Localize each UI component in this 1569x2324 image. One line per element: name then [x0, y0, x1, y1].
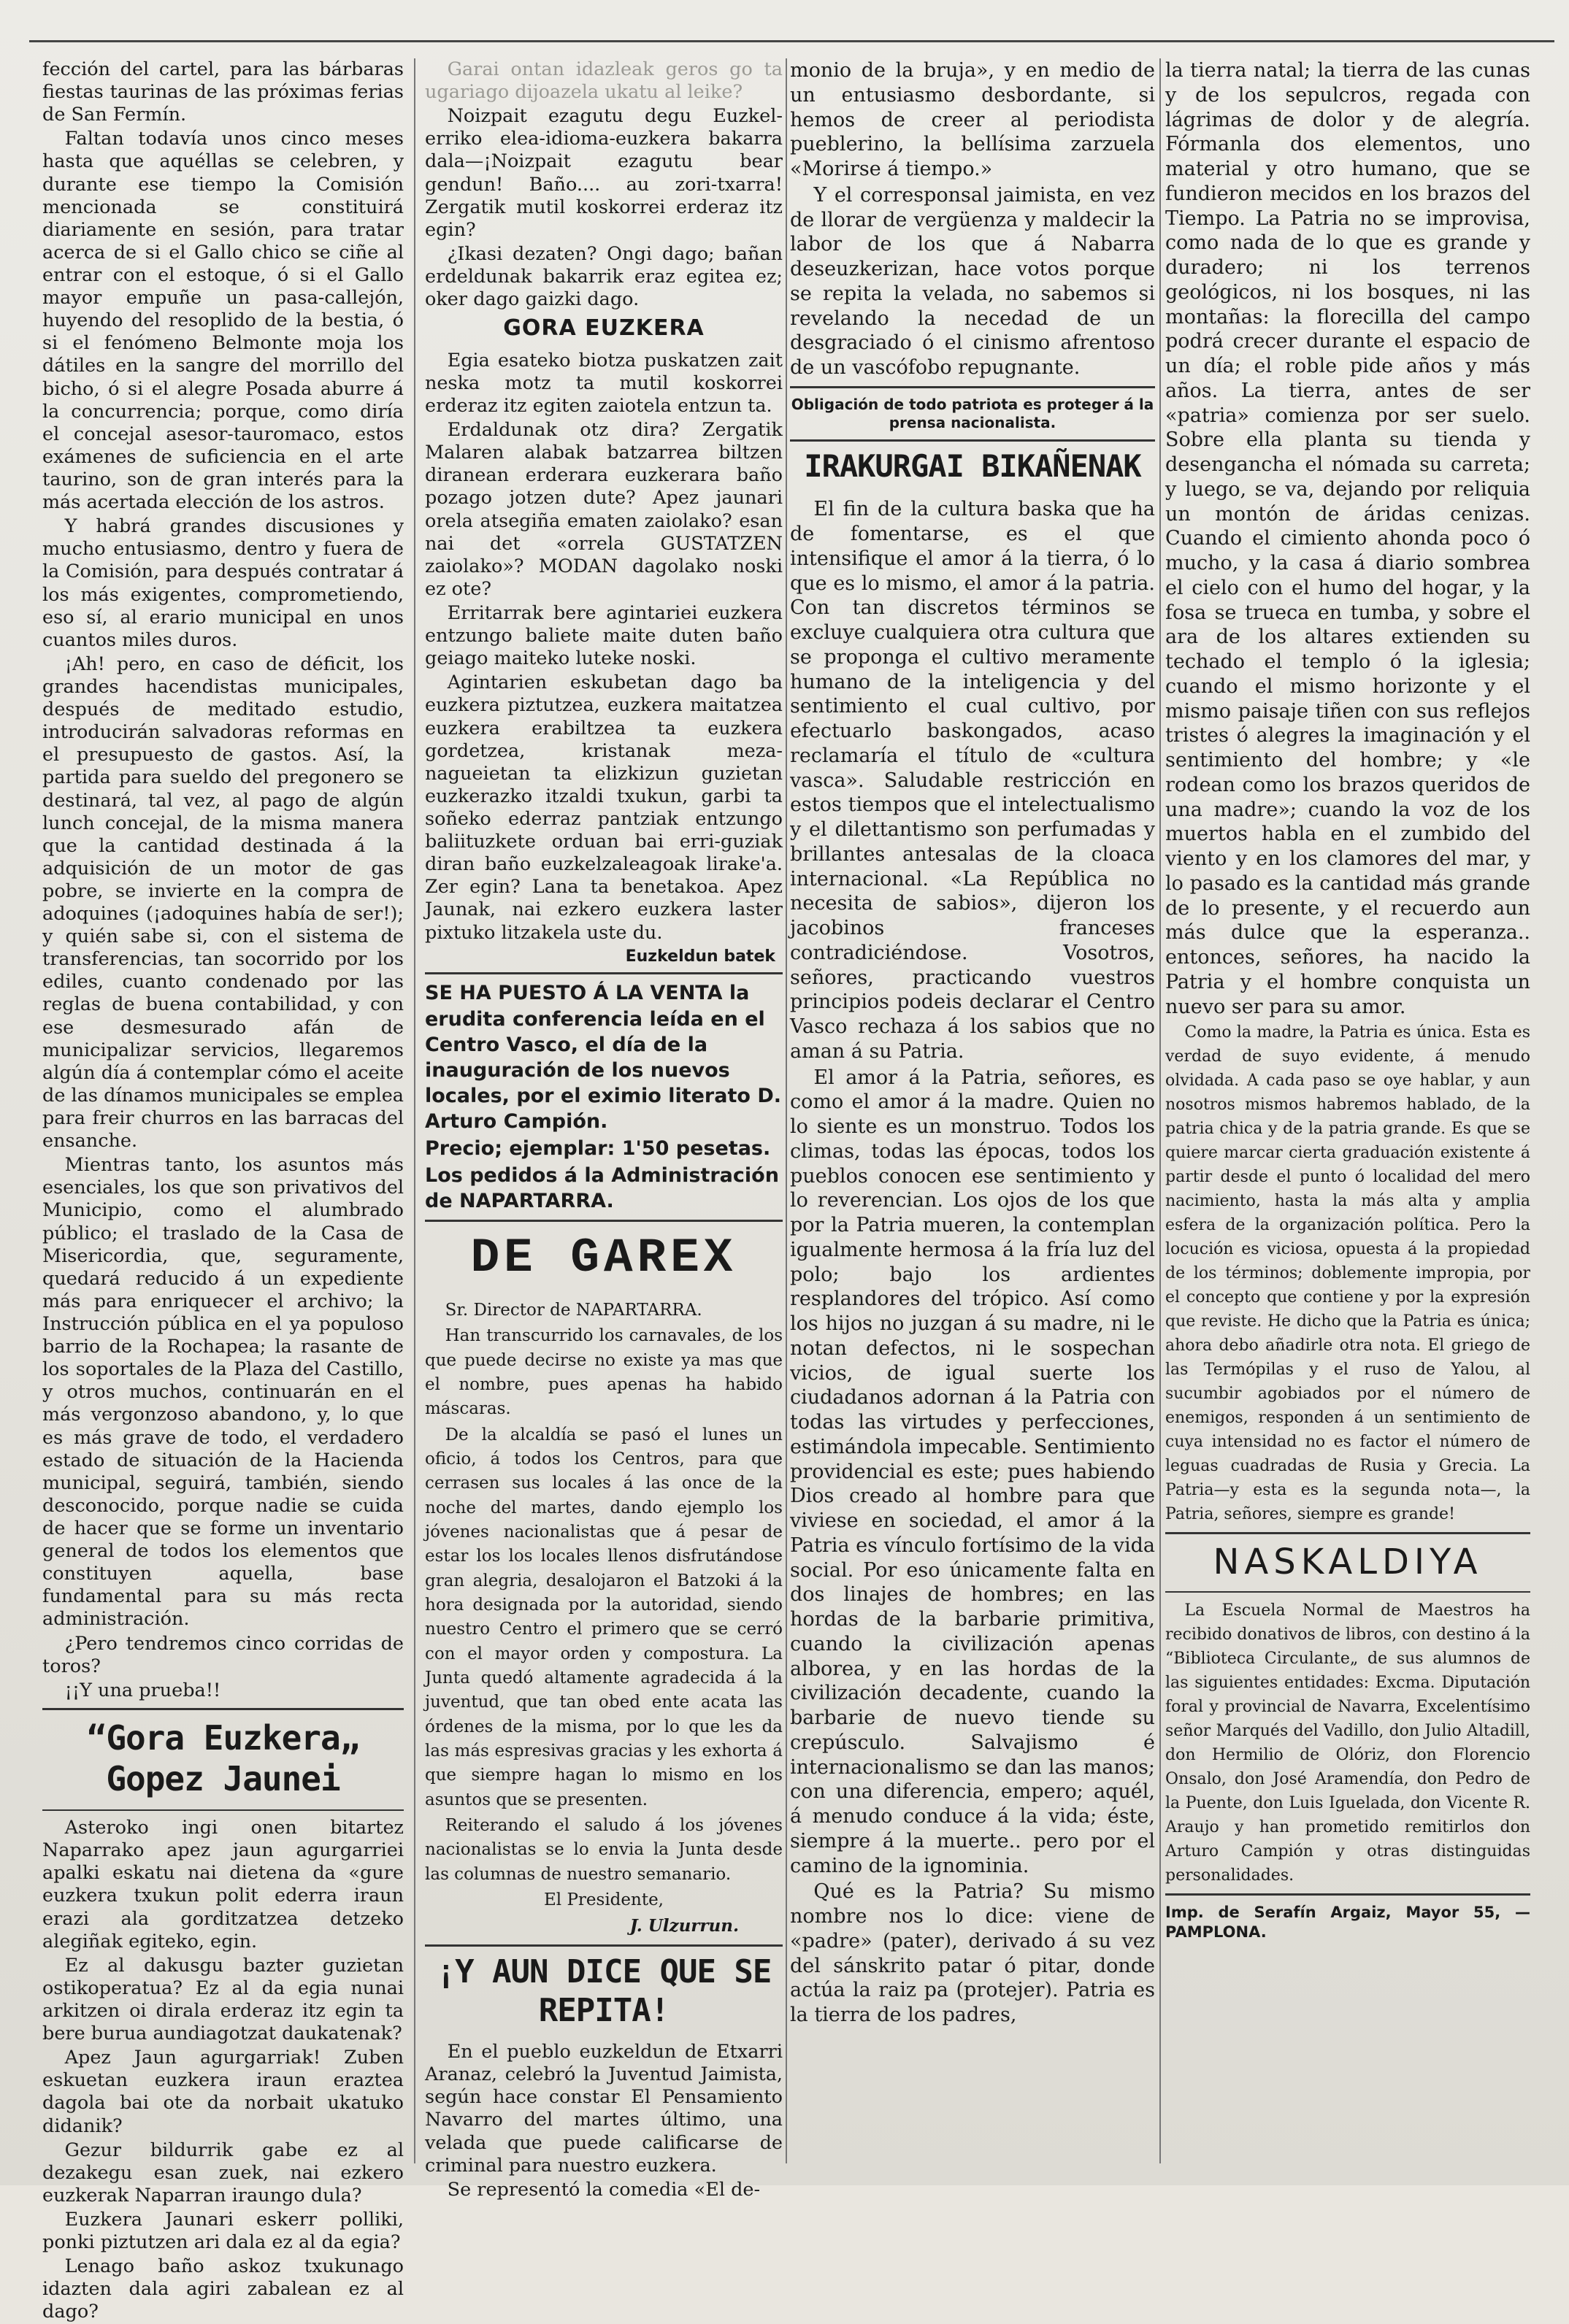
section-divider — [1165, 1591, 1530, 1593]
column-1 — [42, 58, 404, 2323]
column-rule — [786, 58, 787, 2163]
article-text: Erdaldunak otz dira? Zergatik Malaren alabak batzarrea biltzen diranean erderara euzkerara baño pozago jotzen dute? Apez jaunari orela atsegiña ematen zaiolako? esan nai det «orrela GUSTATZEN zaiolako»? MODAN dagolako noski ez ote? — [425, 419, 783, 600]
article-text: ¡¡Y una prueba!! — [64, 1679, 221, 1701]
article-text: ¿Ikasi dezaten? Ongi dago; bañan erdeldunak bakarrik eraz egitea ez; oker dago gaizki dago. — [425, 242, 783, 311]
letter-salutation: Sr. Director de NAPARTARRA. — [445, 1300, 702, 1320]
article-continuation — [1165, 1020, 1530, 1526]
column-4 — [1165, 58, 1530, 2163]
column-3 — [790, 58, 1155, 2163]
article-text: la tierra natal; la tierra de las cunas y de los sepulcros, regada con lágrimas de dolor y de alegría. Fórmanla dos elementos, uno material y otro humano, que se fundieron mecidos en los brazos del Tiempo. La Patria no se improvisa, como nada de lo que es grande y duradero; ni los terrenos geológicos, ni los bosques, ni las montañas: la florecilla del campo podrá crecer durante el espacio de un día; el roble pide años y más años. La tierra, antes de ser «patria» comienza por ser suelo. Sobre ella planta su tienda y desengancha el nómada su carreta; y luego, se va, dejando por reliquia un montón de áridas cenizas. Cuando el cimiento ahonda poco ó mucho, y la casa á diario sombrea el cielo con el humo del hogar, y la fosa se trueca en tumba, y sobre el ara de los altares extienden su techado el templo ó la iglesia; cuando el mismo horizonte y el mismo paisaje tiñen con sus reflejos tristes ó alegres la imaginación y el sentimiento del hombre; y «le rodean como los brazos queridos de una madre»; cuando la voz de los muertos habla en el zumbido del viento y en los clamores del mar, y lo pasado es la cantidad más grande de lo presente, y el recuerdo aun más dulce que la esperanza.. entonces, señores, ha nacido la Patria y el hombre conquista un nuevo ser para su amor. — [1165, 59, 1530, 1018]
notice-text: SE HA PUESTO Á LA VENTA la erudita conferencia leída en el Centro Vasco, el día de la inauguración de los nuevos locales, por el eximio literato D. Arturo Campión. — [425, 982, 781, 1133]
article-text: Como la madre, la Patria es única. Esta es verdad de suyo evidente, á menudo olvidada. A cada paso se oye hablar, y aun nosotros mismos habremos hablado, de la patria chica y de la patria grande. Es que se quiere marcar cierta graduación existente á partir desde el punto ó localidad del mero nacimiento, hasta la más alta y amplia esfera de la organización política. Pero la locución es viciosa, opuesta á la propiedad de los términos; doblemente impropia, por el concepto que contiene y por la expresión que reviste. He dicho que la Patria es única; ahora debo añadirle otra nota. El griego de las Termópilas y el ruso de Yalou, al sucumbir agobiados por el número de enemigos, responden á un sentimiento de cuya intensidad no es factor el número de leguas cuadradas de Rusia y Grecia. La Patria—y esta es la segunda nota—, la Patria, señores, siempre es grande! — [1165, 1023, 1530, 1524]
article-text: Gezur bildurrik gabe ez al dezakegu esan zuek, nai ezkero euzkerak Naparran iraungo dula? — [42, 2139, 404, 2206]
section-divider — [1165, 1532, 1530, 1534]
section-divider — [42, 1708, 404, 1710]
letter-text: Reiterando el saludo á los jóvenes nacionalistas se lo envia la Junta desde las columnas de nuestro semanario. — [425, 1816, 783, 1884]
column-2 — [425, 58, 783, 2201]
article-text: El fin de la cultura baska que ha de fomentarse, es el que intensifique el amor á la tierra, ó lo que es lo mismo, el amor á la patria. Con tan discretos términos se excluye cualquiera otra cultura que se proponga el cultivo meramente humano de la inteligencia y del sentimiento el cual cultivo, por efectuarlo baskongados, acaso reclamaría el título de «cultura vasca». Saludable restricción en estos tiempos que el intelectualismo y el dilettantismo son perfumadas y brillantes antesalas de la cloaca internacional. «La República no necesita de sabios», dijeron los jacobinos franceses contradiciéndose. Vosotros, señores, practicando vuestros principios podeis declarar el Centro Vasco rechaza á los sabios que no aman á su Patria. — [790, 498, 1155, 1063]
section-divider — [1165, 1893, 1530, 1896]
printer-imprint: Imp. de Serafín Argaiz, Mayor 55, —PAMPLONA. — [1165, 1904, 1530, 1941]
article-text: Garai ontan idazleak geros go ta ugariago dijoazela ukatu al leike? — [425, 58, 783, 104]
article-text: Agintarien eskubetan dago ba euzkera piztutzea, euzkera maitatzea euzkera erabiltzea ta euzkera gordetzea, kristanak meza-nagueietan ta elizkizun guzietan euzkerazko itzaldi txukun, garbi ta soñeko ederraz pantziak entzungo baliituzkete orduan bai erri-guziak diran baño euzkelzaleagoak lirake'a. Zer egin? Lana ta benetakoa. Apez Jaunak, nai ezkero euzkera laster pixtuko litzakela uste du. — [425, 672, 783, 944]
letter-closing: El Presidente, — [543, 1890, 664, 1910]
headline-gora-euzkera: GORA EUZKERA — [503, 315, 705, 342]
article-text: Egia esateko biotza puskatzen zait neska motz ta mutil koskorrei erderaz itz egiten zaiotela entzun ta. — [425, 349, 783, 418]
section-divider — [425, 1944, 783, 1947]
signature: Euzkeldun batek — [625, 947, 775, 966]
column-rule — [1159, 58, 1161, 2163]
article-text: La Escuela Normal de Maestros ha recibido donativos de libros, con destino á la “Biblioteca Circulante„ de sus alumnos de las siguientes entidades: Excma. Diputación foral y provincial de Navarra, Excelentísimo señor Marqués del Vadillo, don Julio Altadill, don Hermilio de Olóriz, don Florencio Onsalo, don José Aramendía, don Pedro de la Puente, don Luis Iguelada, don Vicente R. Araujo y han prometido remitirlos don Arturo Campión y otras distinguidas personalidades. — [1165, 1601, 1530, 1885]
article-text: Faltan todavía unos cinco meses hasta que aquéllas se celebren, y durante ese tiempo la Comisión mencionada se constituirá diariamente en sesión, para tratar acerca de si el Gallo chico se ciñe al entrar con el estoque, ó si el Gallo mayor empuñe un pasa-callejón, huyendo del resoplido de la bestia, ó si el fenómeno Belmonte moja los dátiles en la sangre del morrillo del bicho, ó si el alegre Posada aburre á la concurrencia; porque, como diría el concejal asesor-tauromaco, estos exámenes de suficiencia en el arte taurino, son de gran interés para la más acertada elección de los astros. — [42, 128, 404, 514]
headline-de-garex: DE GAREX — [470, 1231, 737, 1286]
notice-orders: Los pedidos á la Administración de NAPARTARRA. — [425, 1164, 779, 1213]
article-text: Ez al dakusgu bazter guzietan ostikoperatua? Ez al da egia nunai arkitzen oi dirala erderaz itz egin ta bere burua aundiagotzat daukatenak? — [42, 1954, 404, 2045]
article-text: Lenago baño askoz txukunago idazten dala agiri zabalean ez al dago? — [42, 2255, 404, 2323]
letter-body — [425, 1298, 783, 1939]
article-text: Y habrá grandes discusiones y mucho entusiasmo, dentro y fuera de la Comisión, para después contratar á los más exigentes, comprometiendo, eso sí, al erario municipal en unos cuantos miles duros. — [42, 515, 404, 651]
section-divider — [425, 972, 783, 974]
sale-notice — [425, 980, 783, 1214]
headline-y-aun-dice: ¡Y AUN DICE QUE SE REPITA! — [436, 1952, 772, 2030]
notice-price: Precio; ejemplar: 1'50 pesetas. — [425, 1137, 771, 1161]
section-divider — [42, 1809, 404, 1811]
article-text: Mientras tanto, los asuntos más esenciales, los que son privativos del Municipio, como el alumbrado público; el traslado de la Casa de Misericordia, que, seguramente, quedará reducido á un expediente más para enriquecer el archivo; la Instrucción pública en el ya populoso barrio de la Rochapea; la rasante de los soportales de la Plaza del Castillo, y otros muchos, continuarán en el más vergonzoso abandono, y, lo que es más grave de todo, el verdadero estado de situación de la Hacienda municipal, seguirá, también, siendo desconocido, porque nadie se cuida de hacer que se forme un inventario general de todos los elementos que constituyen aquella, base fundamental para su más recta administración. — [42, 1154, 404, 1631]
headline-gora-euzkera-apez: “Gora Euzkera„ Gopez Jaunei — [86, 1717, 360, 1798]
article-text: Se representó la comedia «El de- — [447, 2178, 761, 2201]
article-text: ¡Ah! pero, en caso de déficit, los grandes hacendistas municipales, después de meditado estudio, introducirán salvadoras reformas en el presupuesto de gastos. Así, la partida para sueldo del pregonero se destinará, tal vez, al pago de algún lunch concejal, de la misma manera que la cantidad destinada á la adquisición de un motor de gas pobre, se invierte en la compra de adoquines (¡adoquines había de ser!); y quién sabe si, con el sistema de transferencias, tan socorrido por los ediles, cuanto condenado por las reglas de buena contabilidad, y con ese desmesurado afán de municipalizar servicios, llegaremos algún día á contemplar cómo el aceite de las dínamos municipales se emplea para freir churros en las barracas del ensanche. — [42, 653, 404, 1153]
article-text: ¿Pero tendremos cinco corridas de toros? — [42, 1632, 404, 1677]
article-text: Erritarrak bere agintariei euzkera entzungo baliete maite duten baño geiago maiteko luteke noski. — [425, 602, 783, 670]
article-text: monio de la bruja», y en medio de un entusiasmo desbordante, si hemos de creer al periodista pueblerino, la bellísima zarzuela «Morirse á tiempo.» — [790, 59, 1155, 180]
article-text: Qué es la Patria? Su mismo nombre nos lo dice: viene de «padre» (pater), derivado á su vez del sánskrito patar ó pitar, donde actúa la raiz pa (protejer). Patria es la tierra de los padres, — [790, 1880, 1155, 2026]
letter-text: De la alcaldía se pasó el lunes un oficio, á todos los Centros, para que cerrasen sus locales á las once de la noche del martes, dando ejemplo los jóvenes nacionalistas que á pesar de estar los los locales llenos disfrutándose gran alegria, desalojaron el Batzoki á la hora designada por la autoridad, siendo nuestro Centro el primero que se cerró con el mayor orden y compostura. La Junta quedó altamente agradecida á la juventud, que tan obed ente acata las órdenes de la misma, por lo que les da las más espresivas gracias y les exhorta á que siempre hagan lo mismo en los asuntos que se presenten. — [425, 1425, 783, 1809]
headline-irakurgai: IRAKURGAI BIKAÑENAK — [804, 447, 1141, 484]
section-divider — [425, 1220, 783, 1222]
article-text: fección del cartel, para las bárbaras fiestas taurinas de las próximas ferias de San Fermín. — [42, 58, 404, 126]
section-divider — [790, 386, 1155, 388]
letter-signature: J. Ulzurrun. — [629, 1916, 739, 1936]
article-text: Asteroko ingi onen bitartez Naparrako apez jaun agurgarriei apalki eskatu nai dietena da «gure euzkera txukun polit ederra iraun erazi ala gorditzatzea detzeko alegiñak egiteko, egin. — [42, 1817, 404, 1952]
letter-text: Han transcurrido los carnavales, de los que puede decirse no existe ya mas que el nombre, pues apenas ha habido máscaras. — [425, 1326, 783, 1419]
patriot-notice: Obligación de todo patriota es proteger á la prensa nacionalista. — [791, 395, 1154, 431]
section-divider — [790, 439, 1155, 442]
naskaldiya-body — [1165, 1598, 1530, 1888]
article-text: Y el corresponsal jaimista, en vez de llorar de vergüenza y maldecir la labor de los que á Nabarra deseuzkerizan, hace votos porque se repita la velada, no sabemos si revelando la necedad de un desgraciado ó el cinismo afrentoso de un vascófobo repugnante. — [790, 183, 1155, 379]
article-text: Euzkera Jaunari eskerr polliki, ponki piztutzen ari dala ez al da egia? — [42, 2208, 404, 2254]
top-rule — [29, 40, 1554, 42]
article-text: En el pueblo euzkeldun de Etxarri Aranaz, celebró la Juventud Jaimista, según hace constar El Pensamiento Navarro del martes último, una velada que puede calificarse de criminal para nuestro euzkera. — [425, 2041, 783, 2177]
article-text: Apez Jaun agurgarriak! Zuben eskuetan euzkera iraun eraztea dagola bai ote da norbait ukatuko didanik? — [42, 2047, 404, 2137]
article-text: Noizpait ezagutu degu Euzkel-erriko elea-idioma-euzkera bakarra dala—¡Noizpait ezagutu bear gendun! Baño.... au zori-txarra! Zergatik mutil koskorrei erderaz itz egin? — [425, 105, 783, 241]
headline-naskaldiya: NASKALDIYA — [1213, 1542, 1483, 1583]
article-text: El amor á la Patria, señores, es como el amor á la madre. Quien no lo siente es un monstruo. Todos los climas, todas las épocas, todos los pueblos conocen ese sentimiento y lo reverencian. Los ojos de los que por la Patria mueren, la contemplan igualmente hermosa á la fría luz del polo; bajo los ardientes resplandores del trópico. Así como los hijos no juzgan á su madre, ni le notan defectos, ni le sospechan vicios, de igual suerte los ciudadanos adornan á la Patria con todas las virtudes y perfecciones, estimándola impecable. Sentimiento providencial es este; pues habiendo Dios creado al hombre para que viviese en sociedad, el amor á la Patria es vínculo fortísimo de la vida social. Por eso únicamente falta en dos linajes de hombres; en las hordas de la barbarie primitiva, cuando la civilización apenas alborea, y en las hordas de la civilización decadente, cuando la barbarie de nuevo tiende su crepúsculo. Salvajismo é internacionalismo se dan las manos; con una diferencia, empero; aquél, á menudo conduce á la vida; éste, siempre á la muerte.. pero por el camino de la ignominia. — [790, 1066, 1155, 1877]
column-rule — [414, 58, 415, 2163]
